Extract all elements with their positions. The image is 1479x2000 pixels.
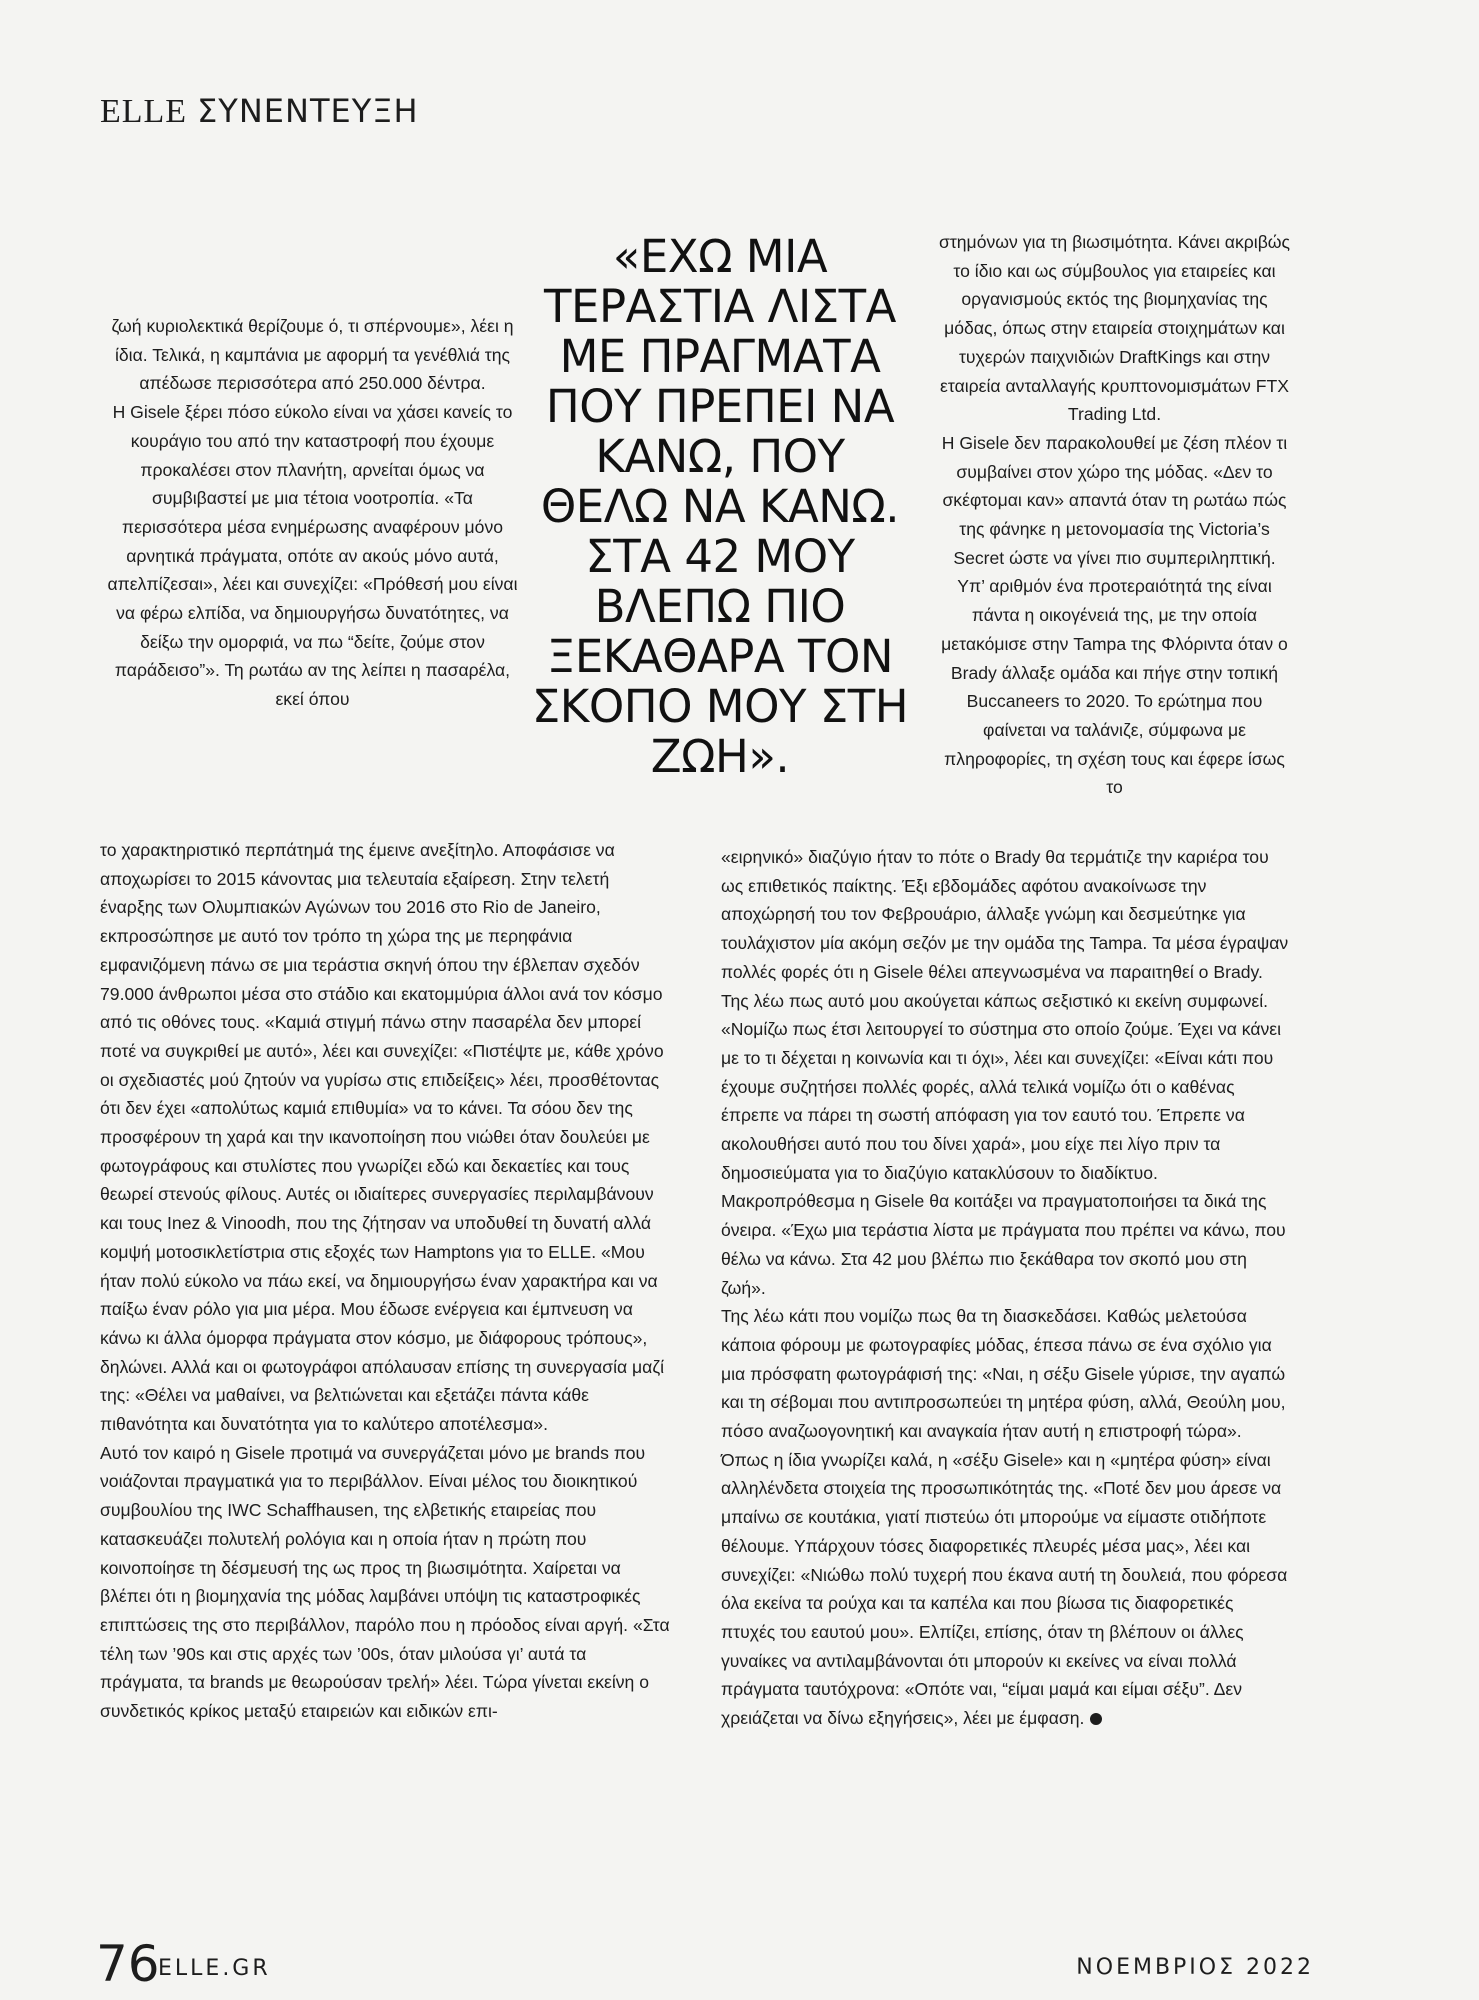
pull-quote: «ΕΧΩ ΜΙΑ ΤΕΡΑΣΤΙΑ ΛΙΣΤΑ ΜΕ ΠΡΑΓΜΑΤΑ ΠΟΥ ΠΡΕΠΕΙ ΝΑ ΚΑΝΩ, ΠΟΥ ΘΕΛΩ ΝΑ ΚΑΝΩ. ΣΤΑ 42 ΜΟΥ ΒΛΕΠΩ ΠΙΟ ΞΕΚΑΘΑΡΑ ΤΟΝ ΣΚΟΠΟ ΜΟΥ ΣΤΗ ΖΩΗ». xyxy=(531,230,909,783)
paragraph: Υπ’ αριθμόν ένα προτεραιότητά της είναι πάντα η οικογένειά της, με την οποία μετακόμισε στην Tampa της Φλόριντα όταν ο Brady άλλαξε ομάδα και πήγε στην τοπική Buccaneers το 2020. Το ερώτημα που φαίνεται να ταλάνιζε, σύμφωνα με πληροφορίες, τη σχέση τους και έφερε ίσως το xyxy=(941,576,1288,798)
paragraph: Μακροπρόθεσμα η Gisele θα κοιτάξει να πραγματοποιήσει τα δικά της όνειρα. «Έχω μια τεράστια λίστα με πράγματα που πρέπει να κάνω, που θέλω να κάνω. Στα 42 μου βλέπω πιο ξεκάθαρα τον σκοπό μου στη ζωή». xyxy=(721,1191,1286,1298)
paragraph-text: Της λέω κάτι που νομίζω πως θα τη διασκεδάσει. Καθώς μελετούσα κάποια φόρουμ με φωτογραφίες μόδας, έπεσα πάνω σε ένα σχόλιο για μια πρόσφατη φωτογράφισή της: «Ναι, η σέξυ Gisele γύρισε, την αγαπώ και τη σέβομαι που αντιπροσωπεύει τη μητέρα φύση, αλλά, Θεούλη μου, πόσο αναζωογονητική και αναγκαία ήταν αυτή η επιστροφή τώρα». Όπως η ίδια γνωρίζει καλά, η «σέξυ Gisele» και η «μητέρα φύση» είναι αλληλένδετα στοιχεία της προσωπικότητάς της. «Ποτέ δεν μου άρεσε να μπαίνω σε κουτάκια, γιατί πιστεύω ότι μπορούμε να είμαστε οτιδήποτε θέλουμε. Υπάρχουν τόσες διαφορετικές πλευρές μέσα μας», λέει και συνεχίζει: «Νιώθω πολύ τυχερή που έκανα αυτή τη δουλειά, που φόρεσα όλα εκείνα τα ρούχα και τα καπέλα και που βίωσα τις διαφορετικές πτυχές του εαυτού μου». Ελπίζει, επίσης, όταν τη βλέπουν οι άλλες γυναίκες να αντιλαμβάνονται ότι μπορούν κι εκείνες να είναι πολλά πράγματα ταυτόχρονα: «Οπότε ναι, “είμαι μαμά και είμαι σέξυ”. Δεν χρειάζεται να δίνω εξηγήσεις», λέει με έμφαση. xyxy=(721,1306,1288,1729)
brand-logo: ELLE xyxy=(100,93,188,130)
page-header xyxy=(100,92,419,131)
section-title: ΣΥΝΕΝΤΕΥΞΗ xyxy=(197,92,419,130)
paragraph: ζωή κυριολεκτικά θερίζουμε ό, τι σπέρνουμε», λέει η ίδια. Τελικά, η καμπάνια με αφορμή τα γενέθλιά της απέδωσε περισσότερα από 250.000 δέντρα. xyxy=(111,316,514,394)
column-left-top xyxy=(100,312,525,714)
page-number: 76 xyxy=(96,1935,160,1993)
paragraph: το χαρακτηριστικό περπάτημά της έμεινε ανεξίτηλο. Αποφάσισε να αποχωρίσει το 2015 κάνοντας μια τελευταία εξαίρεση. Στην τελετή έναρξης των Ολυμπιακών Αγώνων του 2016 στο Rio de Janeiro, εκπροσώπησε με αυτό τον τρόπο τη χώρα της με περηφάνια εμφανιζόμενη πάνω σε μια τεράστια σκηνή όπου την έβλεπαν σχεδόν 79.000 άνθρωποι μέσα στο στάδιο και εκατομμύρια άλλοι ανά τον κόσμο από τις οθόνες τους. «Καμιά στιγμή πάνω στην πασαρέλα δεν μπορεί ποτέ να συγκριθεί με αυτό», λέει και συνεχίζει: «Πιστέψτε με, κάθε χρόνο οι σχεδιαστές μού ζητούν να γυρίσω στις επιδείξεις» λέει, προσθέτοντας ότι δεν έχει «απολύτως καμιά επιθυμία» να το κάνει. Τα σόου δεν της προσφέρουν τη χαρά και την ικανοποίηση που νιώθει όταν δουλεύει με φωτογράφους και στυλίστες που γνωρίζει εδώ και δεκαετίες και τους θεωρεί στενούς φίλους. Αυτές οι ιδιαίτερες συνεργασίες περιλαμβάνουν και τους Inez & Vinoodh, που της ζήτησαν να υποδυθεί τη δυνατή αλλά κομψή μοτοσικλετίστρια στις εξοχές των Hamptons για το ELLE. «Μου ήταν πολύ εύκολο να πάω εκεί, να δημιουργήσω έναν χαρακτήρα και να παίξω έναν ρόλο για μια μέρα. Μου έδωσε ενέργεια και έμπνευση να κάνω κι άλλα όμορφα πράγματα στον κόσμο, με διάφορους τρόπους», δηλώνει. Αλλά και οι φωτογράφοι απόλαυσαν επίσης τη συνεργασία μαζί της: «Θέλει να μαθαίνει, να βελτιώνεται και εξετάζει πάντα κάθε πιθανότητα και δυνατότητα για το καλύτερο αποτέλεσμα». xyxy=(100,840,665,1435)
paragraph: Η Gisele ξέρει πόσο εύκολο είναι να χάσει κανείς το κουράγιο του από την καταστροφή που έχουμε προκαλέσει στον πλανήτη, αρνείται όμως να συμβιβαστεί με μια τέτοια νοοτροπία. «Τα περισσότερα μέσα ενημέρωσης αναφέρουν μόνο αρνητικά πράγματα, οπότε αν ακούς μόνο αυτά, απελπίζεσαι», λέει και συνεχίζει: «Πρόθεσή μου είναι να φέρω ελπίδα, να δημιουργήσω δυνατότητες, να δείξω την ομορφιά, να πω “δείτε, ζούμε στον παράδεισο”». Τη ρωτάω αν της λείπει η πασαρέλα, εκεί όπου xyxy=(107,402,518,710)
end-mark-icon xyxy=(1090,1713,1102,1725)
footer-date: ΝΟΕΜΒΡΙΟΣ 2022 xyxy=(1076,1955,1314,1980)
paragraph: Αυτό τον καιρό η Gisele προτιμά να συνεργάζεται μόνο με brands που νοιάζονται πραγματικά για το περιβάλλον. Είναι μέλος του διοικητικού συμβουλίου της IWC Schaffhausen, της ελβετικής εταιρείας που κατασκευάζει πολυτελή ρολόγια και η οποία ήταν η πρώτη που κοινοποίησε τη δέσμευσή της ως προς τη βιωσιμότητα. Χαίρεται να βλέπει ότι η βιομηχανία της μόδας λαμβάνει υπόψη τις καταστροφικές επιπτώσεις της στο περιβάλλον, παρόλο που η πρόοδος είναι αργή. «Στα τέλη των ’90s και στις αρχές των ’00s, όταν μιλούσα γι’ αυτά τα πράγματα, τα brands με θεωρούσαν τρελή» λέει. Τώρα γίνεται εκείνη ο συνδετικός κρίκος μεταξύ εταιρειών και ειδικών επι- xyxy=(100,1442,670,1722)
column-right-bottom xyxy=(721,843,1291,1733)
column-right-top xyxy=(934,228,1295,802)
footer-site: ELLE.GR xyxy=(158,1956,271,1981)
paragraph: Η Gisele δεν παρακολουθεί με ζέση πλέον τι συμβαίνει στον χώρο της μόδας. «Δεν το σκέφτομαι καν» απαντά όταν τη ρωτάω πώς της φάνηκε η μετονομασία της Victoria’s Secret ώστε να γίνει πιο συμπεριληπτική. xyxy=(941,432,1288,568)
paragraph: στημόνων για τη βιωσιμότητα. Κάνει ακριβώς το ίδιο και ως σύμβουλος για εταιρείες και οργανισμούς εκτός της βιομηχανίας της μόδας, όπως στην εταιρεία στοιχημάτων και τυχερών παιχνιδιών DraftKings και στην εταιρεία ανταλλαγής κρυπτονομισμάτων FTX Trading Ltd. xyxy=(938,232,1291,425)
paragraph: «ειρηνικό» διαζύγιο ήταν το πότε ο Brady θα τερμάτιζε την καριέρα του ως επιθετικός παίκτης. Έξι εβδομάδες αφότου ανακοίνωσε την αποχώρησή του τον Φεβρουάριο, άλλαξε γνώμη και δεσμεύτηκε για τουλάχιστον μία ακόμη σεζόν με την ομάδα της Tampa. Τα μέσα έγραψαν πολλές φορές ότι η Gisele θέλει απεγνωσμένα να παραιτηθεί ο Brady. Της λέω πως αυτό μου ακούγεται κάπως σεξιστικό κι εκείνη συμφωνεί. «Νομίζω πως έτσι λειτουργεί το σύστημα στο οποίο ζούμε. Έχει να κάνει με το τι δέχεται η κοινωνία και τι όχι», λέει και συνεχίζει: «Είναι κάτι που έχουμε συζητήσει πολλές φορές, αλλά τελικά νομίζω ότι ο καθένας έπρεπε να πάρει τη σωστή απόφαση για τον εαυτό του. Έπρεπε να ακολουθήσει αυτό που του δίνει χαρά», μου είχε πει λίγο πριν τα δημοσιεύματα για το διαζύγιο κατακλύσουν το διαδίκτυο. xyxy=(721,847,1289,1183)
column-left-bottom xyxy=(100,836,670,1726)
paragraph-final xyxy=(721,1302,1291,1733)
